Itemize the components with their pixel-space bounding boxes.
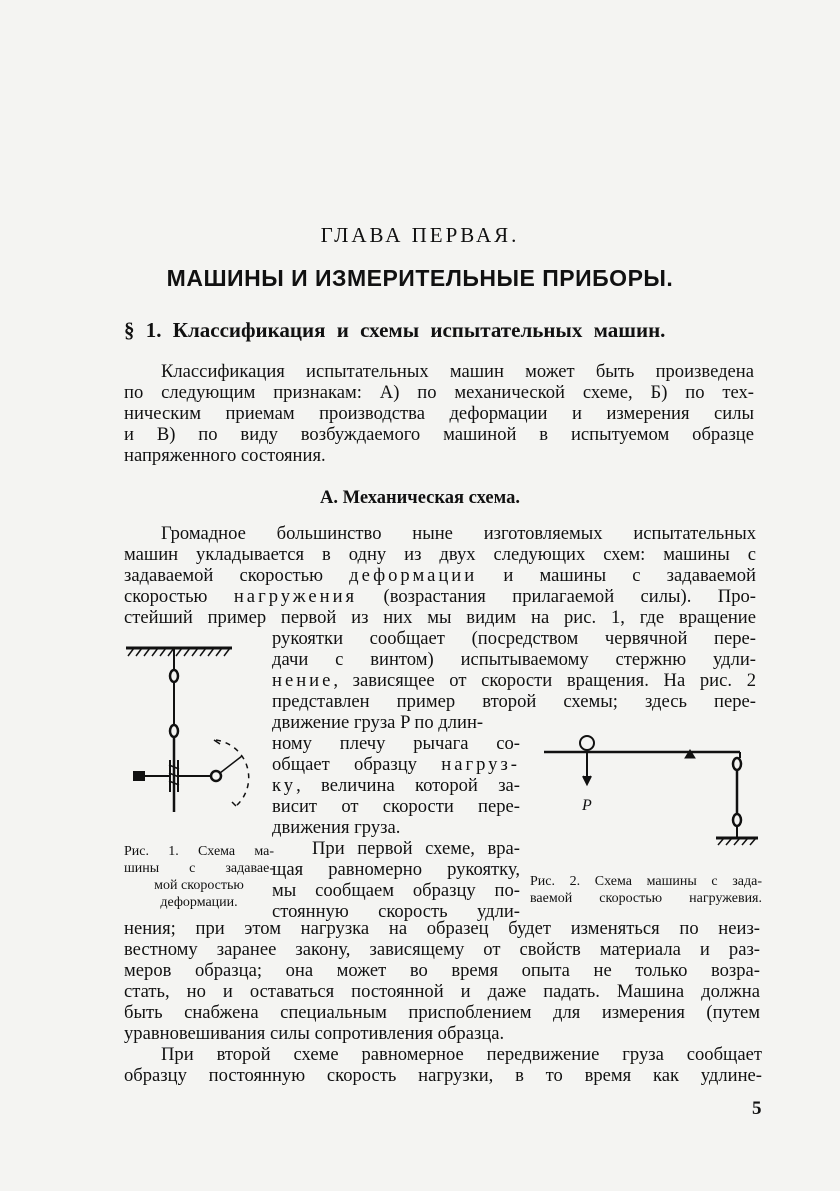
text-line: ному плечу рычага со- xyxy=(272,733,520,754)
paragraph-narrow-column-2 xyxy=(272,838,520,922)
text-line: движение груза P по длин- xyxy=(272,712,484,733)
text-line: мы сообщаем образцу по- xyxy=(272,880,520,901)
text-line: быть снабжена специальным приспоблением для измерения (путем xyxy=(124,1002,760,1023)
weight-label: P xyxy=(582,797,592,814)
text-line: стейший пример первой из них мы видим на рис. 1, где вращение xyxy=(124,607,756,628)
text-line: по следующим признакам: А) по механической схеме, Б) по тех- xyxy=(124,382,754,403)
text-run: задаваемой скоростью xyxy=(124,565,350,586)
text-run: скоростью xyxy=(124,586,234,607)
paragraph-full-width xyxy=(124,523,756,628)
text-line: При первой схеме, вра- xyxy=(312,838,520,859)
paragraph-continuation xyxy=(124,918,760,1044)
text-line: Классификация испытательных машин может быть произведена xyxy=(161,361,754,382)
figure-2-diagram xyxy=(540,730,765,858)
text-line: напряженного состояния. xyxy=(124,445,326,466)
text-line xyxy=(272,670,756,691)
text-line: и В) по виду возбуждаемого машиной в испытуемом образце xyxy=(124,424,754,445)
text-line: вестному заранее закону, зависящему от свойств материала и раз- xyxy=(124,939,760,960)
text-line xyxy=(124,565,756,586)
paragraph-4 xyxy=(124,1044,762,1086)
chapter-heading: ГЛАВА ПЕРВАЯ. xyxy=(320,223,520,247)
text-run: , зависящее от скорости вращения. На рис. 2 xyxy=(333,670,756,691)
caption-line: шины с задавае- xyxy=(124,861,274,876)
text-line: образцу постоянную скорость нагрузки, в то время как удлине- xyxy=(124,1065,762,1086)
caption-line: Рис. 1. Схема ма- xyxy=(124,844,274,859)
emphasis-text: нение xyxy=(272,670,334,691)
text-line: стоянную скорость удли- xyxy=(272,901,520,922)
emphasis-text: ку xyxy=(272,775,297,796)
page-number: 5 xyxy=(752,1098,762,1119)
intro-paragraph xyxy=(124,361,754,466)
text-line: рукоятки сообщает (посредством червячной пере- xyxy=(272,628,756,649)
figure-1-diagram xyxy=(124,640,264,840)
chapter-title: МАШИНЫ И ИЗМЕРИТЕЛЬНЫЕ ПРИБОРЫ. xyxy=(166,265,674,291)
figure-2-caption xyxy=(530,873,762,907)
text-line: движения груза. xyxy=(272,817,401,838)
text-line: меров образца; она может во время опыта не только возра- xyxy=(124,960,760,981)
figure-1-caption xyxy=(124,843,274,911)
text-line: уравновешивания силы сопротивления образца. xyxy=(124,1023,505,1044)
section-heading: § 1. Классификация и схемы испытательных машин. xyxy=(124,318,666,342)
emphasis-text: деформации xyxy=(349,565,478,586)
paragraph-narrow-column xyxy=(272,733,520,838)
text-line: дачи с винтом) испытываемому стержню удли- xyxy=(272,649,756,670)
text-line xyxy=(124,586,756,607)
text-line xyxy=(272,775,520,796)
subsection-heading: А. Механическая схема. xyxy=(320,488,520,508)
paragraph-beside-figure-1 xyxy=(272,628,756,712)
caption-line: ваемой скоростью нагружевия. xyxy=(530,891,762,906)
text-run: и машины с задаваемой xyxy=(477,565,757,586)
text-line: ническим приемам производства деформации и измерения силы xyxy=(124,403,754,424)
text-line: машин укладывается в одну из двух следующих схем: машины с xyxy=(124,544,756,565)
text-line: щая равномерно рукоятку, xyxy=(272,859,520,880)
caption-line: деформации. xyxy=(160,895,238,910)
caption-line: мой скоростью xyxy=(154,878,244,893)
text-run: (возрастания прилагаемой силы). Про- xyxy=(357,586,756,607)
paragraph-line xyxy=(272,712,522,733)
text-line: нения; при этом нагрузка на образец будет изменяться по неиз- xyxy=(124,918,760,939)
text-line: Громадное большинство ныне изготовляемых испытательных xyxy=(161,523,756,544)
text-line xyxy=(272,754,520,775)
emphasis-text: нагруз- xyxy=(441,754,520,775)
text-line: При второй схеме равномерное передвижение груза сообщает xyxy=(161,1044,762,1065)
text-line: представлен пример второй схемы; здесь пере- xyxy=(272,691,756,712)
text-line: висит от скорости пере- xyxy=(272,796,520,817)
emphasis-text: нагружения xyxy=(233,586,358,607)
caption-line: Рис. 2. Схема машины с зада- xyxy=(530,874,762,889)
text-run: общает образцу xyxy=(272,754,442,775)
text-line: стать, но и оставаться постоянной и даже падать. Машина должна xyxy=(124,981,760,1002)
text-run: , величина которой за- xyxy=(296,775,520,796)
